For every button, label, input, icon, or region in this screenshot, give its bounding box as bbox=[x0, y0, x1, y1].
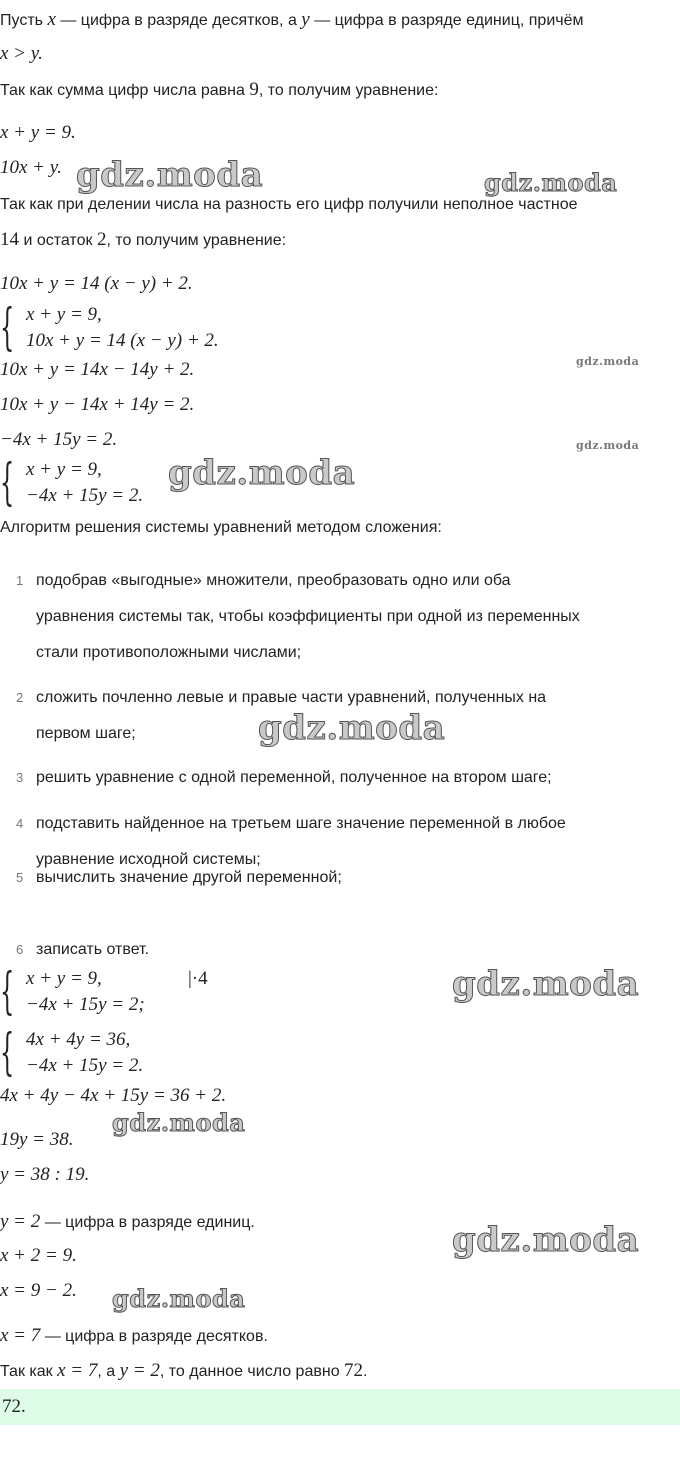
algo-num-1: 1 bbox=[16, 573, 24, 588]
intro-line-1: Пусть x — цифра в разряде десятков, а y — цифра в разряде единиц, причём bbox=[0, 9, 584, 30]
system-4-row-1: 4x + 4y = 36, bbox=[26, 1029, 131, 1050]
equation-y-division: y = 38 : 19. bbox=[0, 1164, 90, 1185]
algo-num-3: 3 bbox=[16, 770, 24, 785]
equation-x-minus: x = 9 − 2. bbox=[0, 1280, 77, 1301]
system-2-row-1: x + y = 9, bbox=[26, 459, 102, 480]
intro-line-2: x > y. bbox=[0, 43, 43, 64]
system-2-row-2: −4x + 15y = 2. bbox=[26, 485, 144, 506]
algo-item-4-line-1: подставить найденное на третьем шаге значение переменной в любое bbox=[36, 815, 566, 832]
algo-item-1-line-3: стали противоположными числами; bbox=[36, 644, 302, 661]
algo-num-6: 6 bbox=[16, 942, 24, 957]
watermark: gdz.moda bbox=[112, 1284, 246, 1313]
system-1-row-1: x + y = 9, bbox=[26, 304, 102, 325]
system-4 bbox=[0, 1023, 260, 1081]
algo-item-2-line-1: сложить почленно левые и правые части уравнений, полученных на bbox=[36, 689, 547, 706]
equation-x-value: x = 7 — цифра в разряде десятков. bbox=[0, 1325, 268, 1346]
sum-text: Так как сумма цифр числа равна 9, то получим уравнение: bbox=[0, 79, 439, 100]
equation-simplified: −4x + 15y = 2. bbox=[0, 429, 118, 450]
algo-item-6-line-1: записать ответ. bbox=[36, 941, 150, 958]
equation-moved: 10x + y − 14x + 14y = 2. bbox=[0, 394, 195, 415]
system-3-row-1: x + y = 9, bbox=[26, 968, 102, 989]
watermark: gdz.moda bbox=[452, 964, 640, 1004]
final-text: Так как x = 7, а y = 2, то данное число равно 72. bbox=[0, 1360, 368, 1381]
equation-expanded: 10x + y = 14x − 14y + 2. bbox=[0, 359, 195, 380]
equation-19y: 19y = 38. bbox=[0, 1129, 74, 1150]
system-1 bbox=[0, 298, 400, 356]
brace: { bbox=[0, 1023, 15, 1081]
algo-item-1-line-2: уравнения системы так, чтобы коэффициенты при одной из переменных bbox=[36, 608, 580, 625]
answer-value: 72. bbox=[2, 1396, 26, 1417]
equation-added: 4x + 4y − 4x + 15y = 36 + 2. bbox=[0, 1085, 227, 1106]
equation-division: 10x + y = 14 (x − y) + 2. bbox=[0, 273, 193, 294]
watermark: gdz.moda bbox=[112, 1108, 246, 1137]
algo-item-1-line-1: подобрав «выгодные» множители, преобразовать одно или оба bbox=[36, 572, 511, 589]
brace: { bbox=[0, 962, 15, 1020]
algo-item-3-line-1: решить уравнение с одной переменной, полученное на втором шаге; bbox=[36, 769, 552, 786]
system-3 bbox=[0, 962, 260, 1020]
watermark: gdz.moda bbox=[452, 1220, 640, 1260]
watermark: gdz.moda bbox=[576, 439, 640, 452]
algo-item-2-line-2: первом шаге; bbox=[36, 725, 136, 742]
watermark: gdz.moda bbox=[576, 355, 640, 368]
algo-num-2: 2 bbox=[16, 690, 24, 705]
algo-num-4: 4 bbox=[16, 816, 24, 831]
division-text-line-1: Так как при делении числа на разность его цифр получили неполное частное bbox=[0, 196, 578, 213]
division-text-line-2: 14 и остаток 2, то получим уравнение: bbox=[0, 229, 287, 250]
algo-num-5: 5 bbox=[16, 870, 24, 885]
watermark: gdz.moda bbox=[258, 708, 446, 748]
algorithm-title: Алгоритм решения системы уравнений методом сложения: bbox=[0, 519, 442, 536]
brace: { bbox=[0, 453, 15, 511]
system-3-row-2: −4x + 15y = 2; bbox=[26, 994, 145, 1015]
algo-item-5-line-1: вычислить значение другой переменной; bbox=[36, 869, 342, 886]
brace: { bbox=[0, 298, 15, 356]
equation-x-plus-2: x + 2 = 9. bbox=[0, 1245, 77, 1266]
watermark: gdz.moda bbox=[484, 168, 618, 197]
system-4-row-2: −4x + 15y = 2. bbox=[26, 1055, 144, 1076]
system-3-multiplier: |·4 bbox=[188, 968, 208, 989]
watermark: gdz.moda bbox=[76, 155, 264, 195]
algo-item-4-line-2: уравнение исходной системы; bbox=[36, 851, 261, 868]
watermark: gdz.moda bbox=[168, 453, 356, 493]
system-1-row-2: 10x + y = 14 (x − y) + 2. bbox=[26, 330, 219, 351]
answer-box bbox=[0, 1389, 680, 1425]
equation-y-value: y = 2 — цифра в разряде единиц. bbox=[0, 1211, 255, 1232]
equation-sum: x + y = 9. bbox=[0, 122, 76, 143]
equation-number: 10x + y. bbox=[0, 157, 62, 178]
